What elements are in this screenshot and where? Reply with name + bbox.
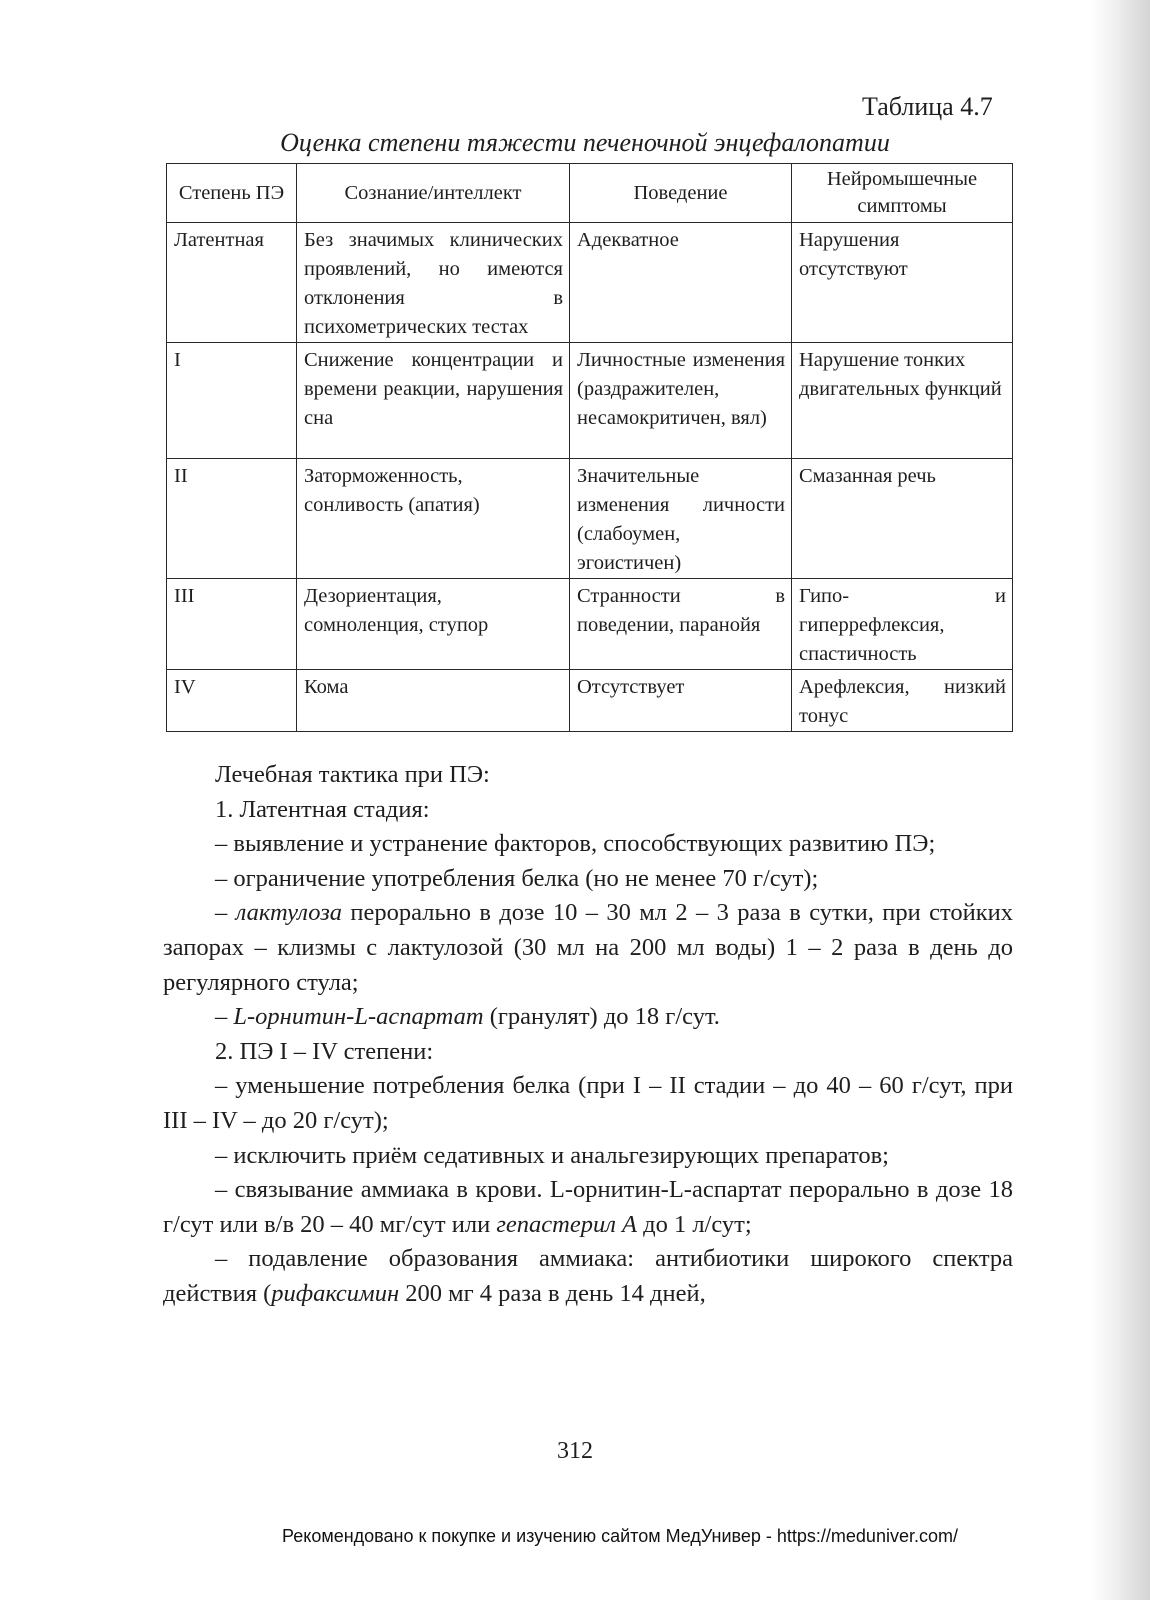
paragraph: – уменьшение потребления белка (при I – II стадии – до 40 – 60 г/сут, при III – IV – до 20 г/сут); xyxy=(163,1072,1013,1134)
header-neuromuscular: Нейромышечные симптомы xyxy=(792,164,1013,223)
cell-neuromuscular: Смазанная речь xyxy=(792,459,1013,579)
footer-watermark: Рекомендовано к покупке и изучению сайтом МедУнивер - https://meduniver.com/ xyxy=(282,1526,958,1546)
cell-behavior: Странности в поведении, паранойя xyxy=(570,579,792,670)
paragraph xyxy=(163,896,1013,1000)
paragraph-text: (гранулят) до 18 г/сут. xyxy=(483,1003,720,1031)
table-number: Таблица 4.7 xyxy=(862,92,993,121)
drug-name: рифаксимин xyxy=(271,1279,400,1307)
cell-consciousness: Кома xyxy=(297,670,570,732)
cell-behavior: Отсутствует xyxy=(570,670,792,732)
dash: – xyxy=(215,1003,234,1031)
drug-name: лактулоза xyxy=(235,899,343,927)
cell-neuromuscular: Нарушение тонких двигательных функций xyxy=(792,343,1013,459)
paragraph xyxy=(163,1173,1013,1242)
table-row xyxy=(167,343,1013,459)
cell-behavior: Значительные изменения личности (слабоумен, эгоистичен) xyxy=(570,459,792,579)
paragraph-text: – подавление образования аммиака: антибиотики широкого спектра действия ( xyxy=(163,1245,1013,1307)
page-edge-shadow xyxy=(1090,0,1150,1600)
drug-name: гепастерил А xyxy=(496,1210,637,1238)
cell-consciousness: Снижение концентрации и времени реакции, нарушения сна xyxy=(297,343,570,459)
treatment-text xyxy=(163,758,1013,1312)
header-behavior: Поведение xyxy=(570,164,792,223)
paragraph: – ограничение употребления белка (но не менее 70 г/сут); xyxy=(215,864,819,892)
cell-consciousness: Дезориентация, сомноленция, ступор xyxy=(297,579,570,670)
page-number: 312 xyxy=(557,1438,593,1464)
header-consciousness: Сознание/интеллект xyxy=(297,164,570,223)
cell-grade: I xyxy=(167,343,297,459)
table-row xyxy=(167,670,1013,732)
header-grade: Степень ПЭ xyxy=(167,164,297,223)
cell-neuromuscular: Арефлексия, низкий тонус xyxy=(792,670,1013,732)
dash: – xyxy=(215,899,236,927)
cell-neuromuscular: Нарушения отсутствуют xyxy=(792,223,1013,343)
paragraph: – исключить приём седативных и анальгезирующих препаратов; xyxy=(215,1141,889,1169)
table-title: Оценка степени тяжести печеночной энцефалопатии xyxy=(280,128,890,157)
cell-grade: II xyxy=(167,459,297,579)
section-heading: Лечебная тактика при ПЭ: xyxy=(215,761,490,788)
paragraph xyxy=(163,1242,1013,1311)
cell-neuromuscular: Гипо- и гиперрефлексия, спастичность xyxy=(792,579,1013,670)
paragraph-text: – связывание аммиака в крови. L-орнитин-L-аспартат перорально в дозе 18 г/сут или в/в 20 – 40 мг/сут или xyxy=(163,1176,1013,1238)
table-row xyxy=(167,459,1013,579)
severity-table xyxy=(166,163,1013,732)
cell-grade: IV xyxy=(167,670,297,732)
table-row xyxy=(167,223,1013,343)
cell-behavior: Адекватное xyxy=(570,223,792,343)
cell-consciousness: Без значимых клинических проявлений, но имеются отклонения в психометрических тестах xyxy=(297,223,570,343)
cell-grade: Латентная xyxy=(167,223,297,343)
cell-behavior: Личностные изменения (раздражителен, несамокритичен, вял) xyxy=(570,343,792,459)
stage-1-title: 1. Латентная стадия: xyxy=(215,795,430,823)
paragraph-text: перорально в дозе 10 – 30 мл 2 – 3 раза в сутки, при стойких запорах – клизмы с лактулозой (30 мл на 200 мл воды) 1 – 2 раза в день до регулярного стула; xyxy=(163,899,1013,996)
drug-name: L-орнитин-L-аспартат xyxy=(233,1003,484,1031)
cell-consciousness: Заторможенность, сонливость (апатия) xyxy=(297,459,570,579)
paragraph: – выявление и устранение факторов, способствующих развитию ПЭ; xyxy=(215,830,936,858)
paragraph-text: до 1 л/сут; xyxy=(636,1210,752,1238)
table-row xyxy=(167,579,1013,670)
table-header-row xyxy=(167,164,1013,223)
paragraph-text: 200 мг 4 раза в день 14 дней, xyxy=(399,1279,706,1307)
paragraph xyxy=(163,1000,1013,1035)
cell-grade: III xyxy=(167,579,297,670)
stage-2-title: 2. ПЭ I – IV степени: xyxy=(215,1037,434,1065)
